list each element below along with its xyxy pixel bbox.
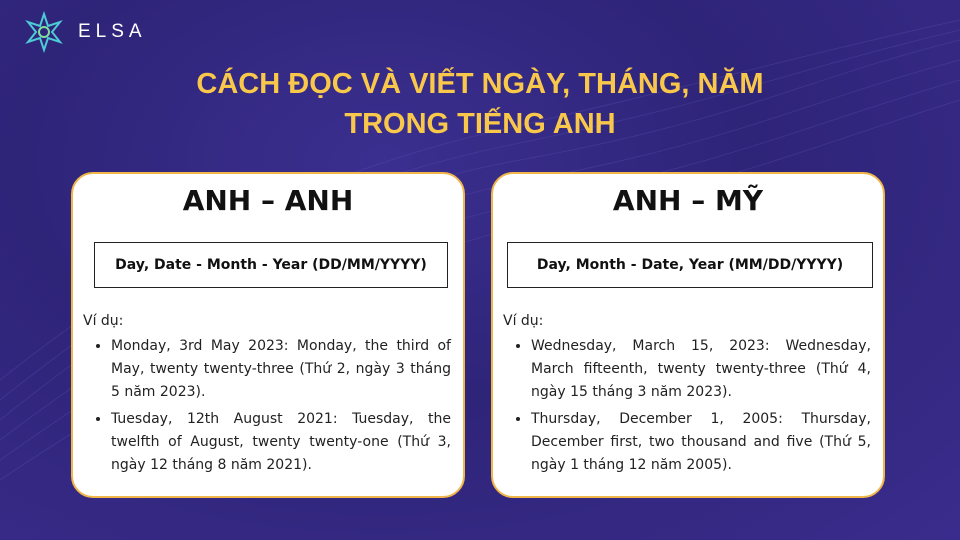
card-heading: ANH – ANH <box>182 184 354 217</box>
brand-name: ELSA <box>78 21 147 42</box>
example-item: • Thursday, December 1, 2005: Thursday, December first, two thousand and five (Thứ 5, ngày 1 tháng 12 năm 2005). <box>531 408 871 477</box>
example-item: • Tuesday, 12th August 2021: Tuesday, the twelfth of August, twenty twenty-one (Thứ 3, ngày 12 tháng 8 năm 2021). <box>111 408 451 477</box>
example-item: • Monday, 3rd May 2023: Monday, the third of May, twenty twenty-three (Thứ 2, ngày 3 tháng 5 năm 2023). <box>111 335 451 404</box>
example-section <box>83 310 451 481</box>
example-label: Ví dụ: <box>503 313 544 329</box>
title-line-1: CÁCH ĐỌC VÀ VIẾT NGÀY, THÁNG, NĂM <box>196 68 764 100</box>
example-list <box>503 335 871 477</box>
american-english-card <box>491 172 885 498</box>
elsa-logo-icon <box>22 10 66 54</box>
british-english-card <box>71 172 465 498</box>
date-format-box: Day, Month - Date, Year (MM/DD/YYYY) <box>507 242 873 288</box>
elsa-logo[interactable] <box>22 10 147 54</box>
example-list <box>83 335 451 477</box>
page-title <box>0 64 960 144</box>
example-item: • Wednesday, March 15, 2023: Wednesday, March fifteenth, twenty twenty-three (Thứ 4, ngày 15 tháng 3 năm 2023). <box>531 335 871 404</box>
example-label: Ví dụ: <box>83 313 124 329</box>
title-line-2: TRONG TIẾNG ANH <box>344 108 616 140</box>
example-section <box>503 310 871 481</box>
card-heading: ANH – MỸ <box>612 184 764 217</box>
date-format-box: Day, Date - Month - Year (DD/MM/YYYY) <box>94 242 448 288</box>
